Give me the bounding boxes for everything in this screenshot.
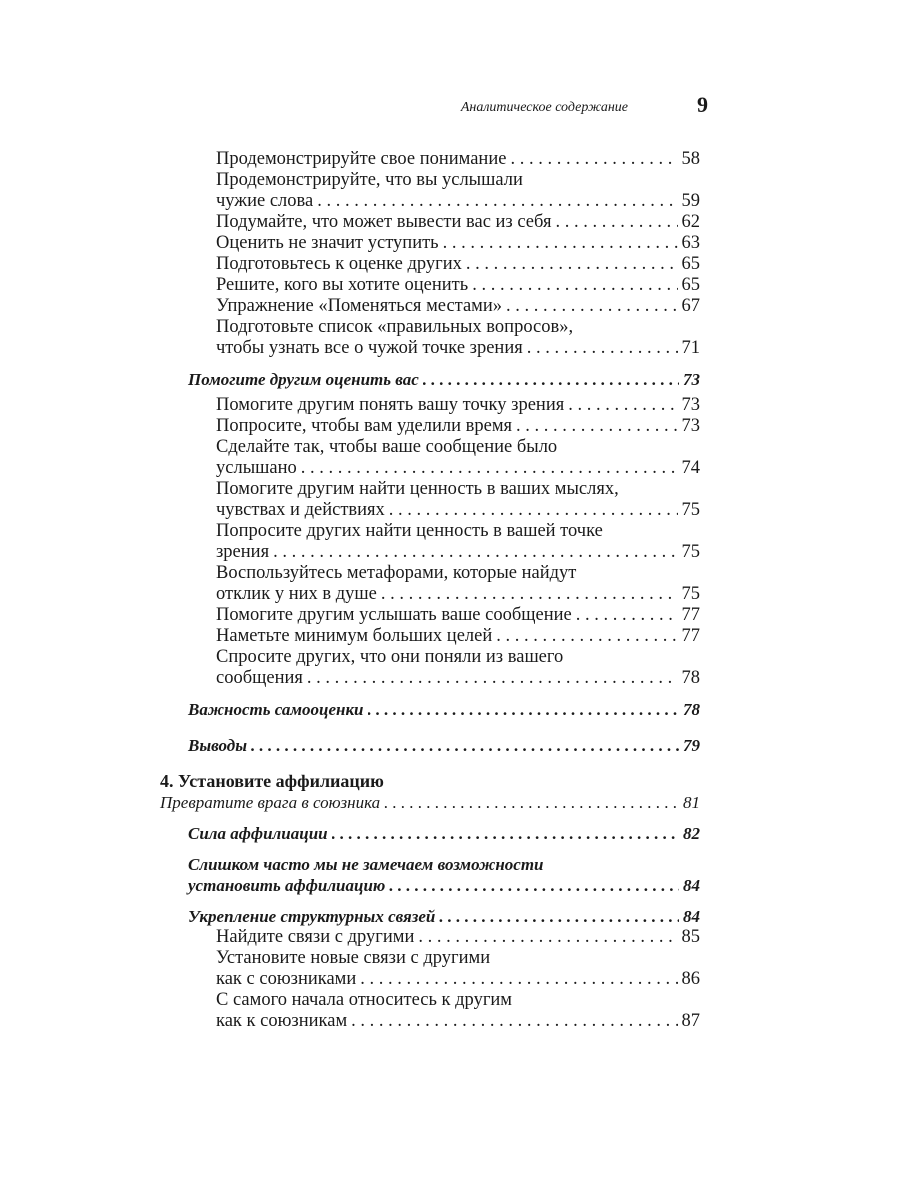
toc-entry [160, 521, 700, 542]
toc-entry-title: Найдите связи с другими [216, 927, 415, 947]
toc-entry-title: чтобы узнать все о чужой точке зрения [216, 338, 523, 358]
toc-entry-page: 73 [681, 395, 700, 415]
toc-section-heading [160, 369, 700, 390]
toc-entry-title: Превратите врага в союзника [160, 793, 381, 812]
toc-entry [160, 542, 700, 563]
toc-entry-page: 73 [683, 370, 700, 389]
toc-entry [160, 605, 700, 626]
page-number: 9 [697, 92, 708, 117]
toc-entry-title: Помогите другим оценить вас [188, 370, 419, 389]
toc-entry-page: 86 [681, 969, 700, 989]
toc-entry-title: Помогите другим услышать ваше сообщение [216, 605, 572, 625]
toc-entry [160, 1011, 700, 1032]
toc-entry-page: 78 [681, 668, 700, 688]
toc-entry [160, 149, 700, 170]
toc-entry-page: 62 [681, 212, 700, 232]
toc-entry-page: 78 [683, 700, 700, 719]
toc-entry-title: Наметьте минимум больших целей [216, 626, 493, 646]
running-header [160, 92, 708, 122]
toc-entry-title: Сделайте так, чтобы ваше сообщение было [216, 437, 558, 457]
toc-entry [160, 170, 700, 191]
toc-entry [160, 969, 700, 990]
section-gap [160, 689, 700, 699]
toc-entry-page: 77 [681, 626, 700, 646]
toc-entry-page: 63 [681, 233, 700, 253]
toc-entry-page: 67 [681, 296, 700, 316]
toc-entry-title: Упражнение «Поменяться местами» [216, 296, 503, 316]
toc-entry-title: Спросите других, что они поняли из вашего [216, 647, 564, 667]
toc-entry-title: как к союзникам [216, 1011, 348, 1031]
toc-entry-page: 58 [681, 149, 700, 169]
chapter-title: 4. Установите аффилиацию [160, 771, 384, 791]
toc-entry-title: Укрепление структурных связей [188, 907, 436, 926]
toc-entry [160, 191, 700, 212]
toc-entry-title: Выводы [188, 736, 248, 755]
toc-entry [160, 338, 700, 359]
toc-entry-title: Продемонстрируйте, что вы услышали [216, 170, 523, 190]
toc-entry-title: С самого начала относитесь к другим [216, 990, 513, 1010]
toc-entry [160, 254, 700, 275]
toc-entry-page: 85 [681, 927, 700, 947]
toc-section-heading [160, 875, 700, 896]
toc-entry-page: 84 [683, 876, 700, 895]
toc-entry-page: 71 [681, 338, 700, 358]
toc-entry-title: услышано [216, 458, 297, 478]
toc-section-heading [160, 906, 700, 927]
toc-entry-page: 73 [681, 416, 700, 436]
toc-leader-dots [381, 584, 678, 605]
toc-leader-dots [418, 927, 677, 948]
toc-entry [160, 212, 700, 233]
toc-entry [160, 563, 700, 584]
toc-entry [160, 275, 700, 296]
toc-leader-dots [389, 500, 678, 521]
toc-entry [160, 500, 700, 521]
toc-section-heading [160, 699, 700, 720]
toc-entry-page: 75 [681, 542, 700, 562]
toc-entry-page: 75 [681, 584, 700, 604]
toc-leader-dots [301, 458, 678, 479]
toc-entry-page: 65 [681, 254, 700, 274]
toc-entry-title: Сила аффилиации [188, 824, 328, 843]
toc-entry-title: Воспользуйтесь метафорами, которые найдут [216, 563, 577, 583]
chapter-subtitle-entry [160, 792, 700, 813]
toc-leader-dots [496, 626, 677, 647]
table-of-contents [160, 149, 700, 1032]
toc-leader-dots [273, 542, 677, 563]
toc-leader-dots [555, 212, 677, 233]
toc-entry [160, 233, 700, 254]
section-gap [160, 844, 700, 854]
section-gap [160, 896, 700, 906]
toc-leader-dots [389, 875, 679, 896]
toc-entry [160, 584, 700, 605]
toc-entry [160, 948, 700, 969]
toc-entry-title: Подготовьте список «правильных вопросов», [216, 317, 574, 337]
toc-leader-dots [510, 149, 677, 170]
toc-entry [160, 647, 700, 668]
toc-entry-title: Помогите другим понять вашу точку зрения [216, 395, 565, 415]
toc-entry-title: Решите, кого вы хотите оценить [216, 275, 469, 295]
section-gap [160, 813, 700, 823]
toc-section-heading [160, 735, 700, 756]
toc-entry [160, 990, 700, 1011]
toc-entry [160, 458, 700, 479]
toc-section-heading [160, 854, 700, 875]
toc-entry-title: Попросите, чтобы вам уделили время [216, 416, 513, 436]
toc-section-heading [160, 823, 700, 844]
toc-entry [160, 479, 700, 500]
toc-entry-page: 87 [681, 1011, 700, 1031]
toc-entry-title: чужие слова [216, 191, 314, 211]
toc-leader-dots [423, 369, 679, 390]
toc-entry-page: 65 [681, 275, 700, 295]
section-gap [160, 359, 700, 369]
toc-entry-page: 84 [683, 907, 700, 926]
toc-entry-page: 82 [683, 824, 700, 843]
toc-entry-page: 74 [681, 458, 700, 478]
chapter-heading [160, 771, 700, 792]
toc-entry-title: Установите новые связи с другими [216, 948, 491, 968]
section-gap [160, 720, 700, 730]
toc-leader-dots [384, 792, 679, 813]
toc-entry-title: отклик у них в душе [216, 584, 377, 604]
toc-leader-dots [317, 191, 677, 212]
toc-entry-title: Продемонстрируйте свое понимание [216, 149, 507, 169]
toc-entry [160, 296, 700, 317]
toc-leader-dots [576, 605, 678, 626]
toc-entry-page: 77 [681, 605, 700, 625]
toc-leader-dots [516, 416, 677, 437]
toc-leader-dots [368, 699, 679, 720]
toc-leader-dots [439, 906, 679, 927]
running-header-title: Аналитическое содержание [460, 100, 628, 115]
toc-leader-dots [360, 969, 677, 990]
toc-entry-title: Подготовьтесь к оценке других [216, 254, 462, 274]
toc-leader-dots [527, 338, 678, 359]
toc-entry-title: Попросите других найти ценность в вашей точке [216, 521, 603, 541]
toc-leader-dots [251, 735, 679, 756]
toc-entry [160, 927, 700, 948]
toc-entry-title: Слишком часто мы не замечаем возможности [188, 855, 544, 874]
toc-leader-dots [443, 233, 678, 254]
toc-leader-dots [506, 296, 677, 317]
toc-leader-dots [466, 254, 678, 275]
toc-entry-title: установить аффилиацию [188, 876, 386, 895]
toc-entry [160, 395, 700, 416]
toc-entry-title: чувствах и действиях [216, 500, 385, 520]
toc-leader-dots [472, 275, 677, 296]
toc-entry-page: 79 [683, 736, 700, 755]
toc-entry-page: 75 [681, 500, 700, 520]
toc-entry [160, 317, 700, 338]
toc-entry-title: сообщения [216, 668, 303, 688]
toc-entry-title: Помогите другим найти ценность в ваших мыслях, [216, 479, 619, 499]
toc-entry-page: 81 [683, 793, 700, 812]
toc-leader-dots [568, 395, 677, 416]
toc-entry [160, 668, 700, 689]
toc-entry [160, 416, 700, 437]
toc-entry-title: как с союзниками [216, 969, 357, 989]
toc-entry-title: Подумайте, что может вывести вас из себя [216, 212, 552, 232]
toc-entry [160, 437, 700, 458]
toc-leader-dots [332, 823, 679, 844]
toc-entry-title: зрения [216, 542, 270, 562]
toc-entry-page: 59 [681, 191, 700, 211]
toc-entry-title: Важность самооценки [188, 700, 364, 719]
toc-entry-title: Оценить не значит уступить [216, 233, 439, 253]
section-gap [160, 756, 700, 766]
toc-entry [160, 626, 700, 647]
toc-leader-dots [351, 1011, 677, 1032]
toc-leader-dots [307, 668, 678, 689]
